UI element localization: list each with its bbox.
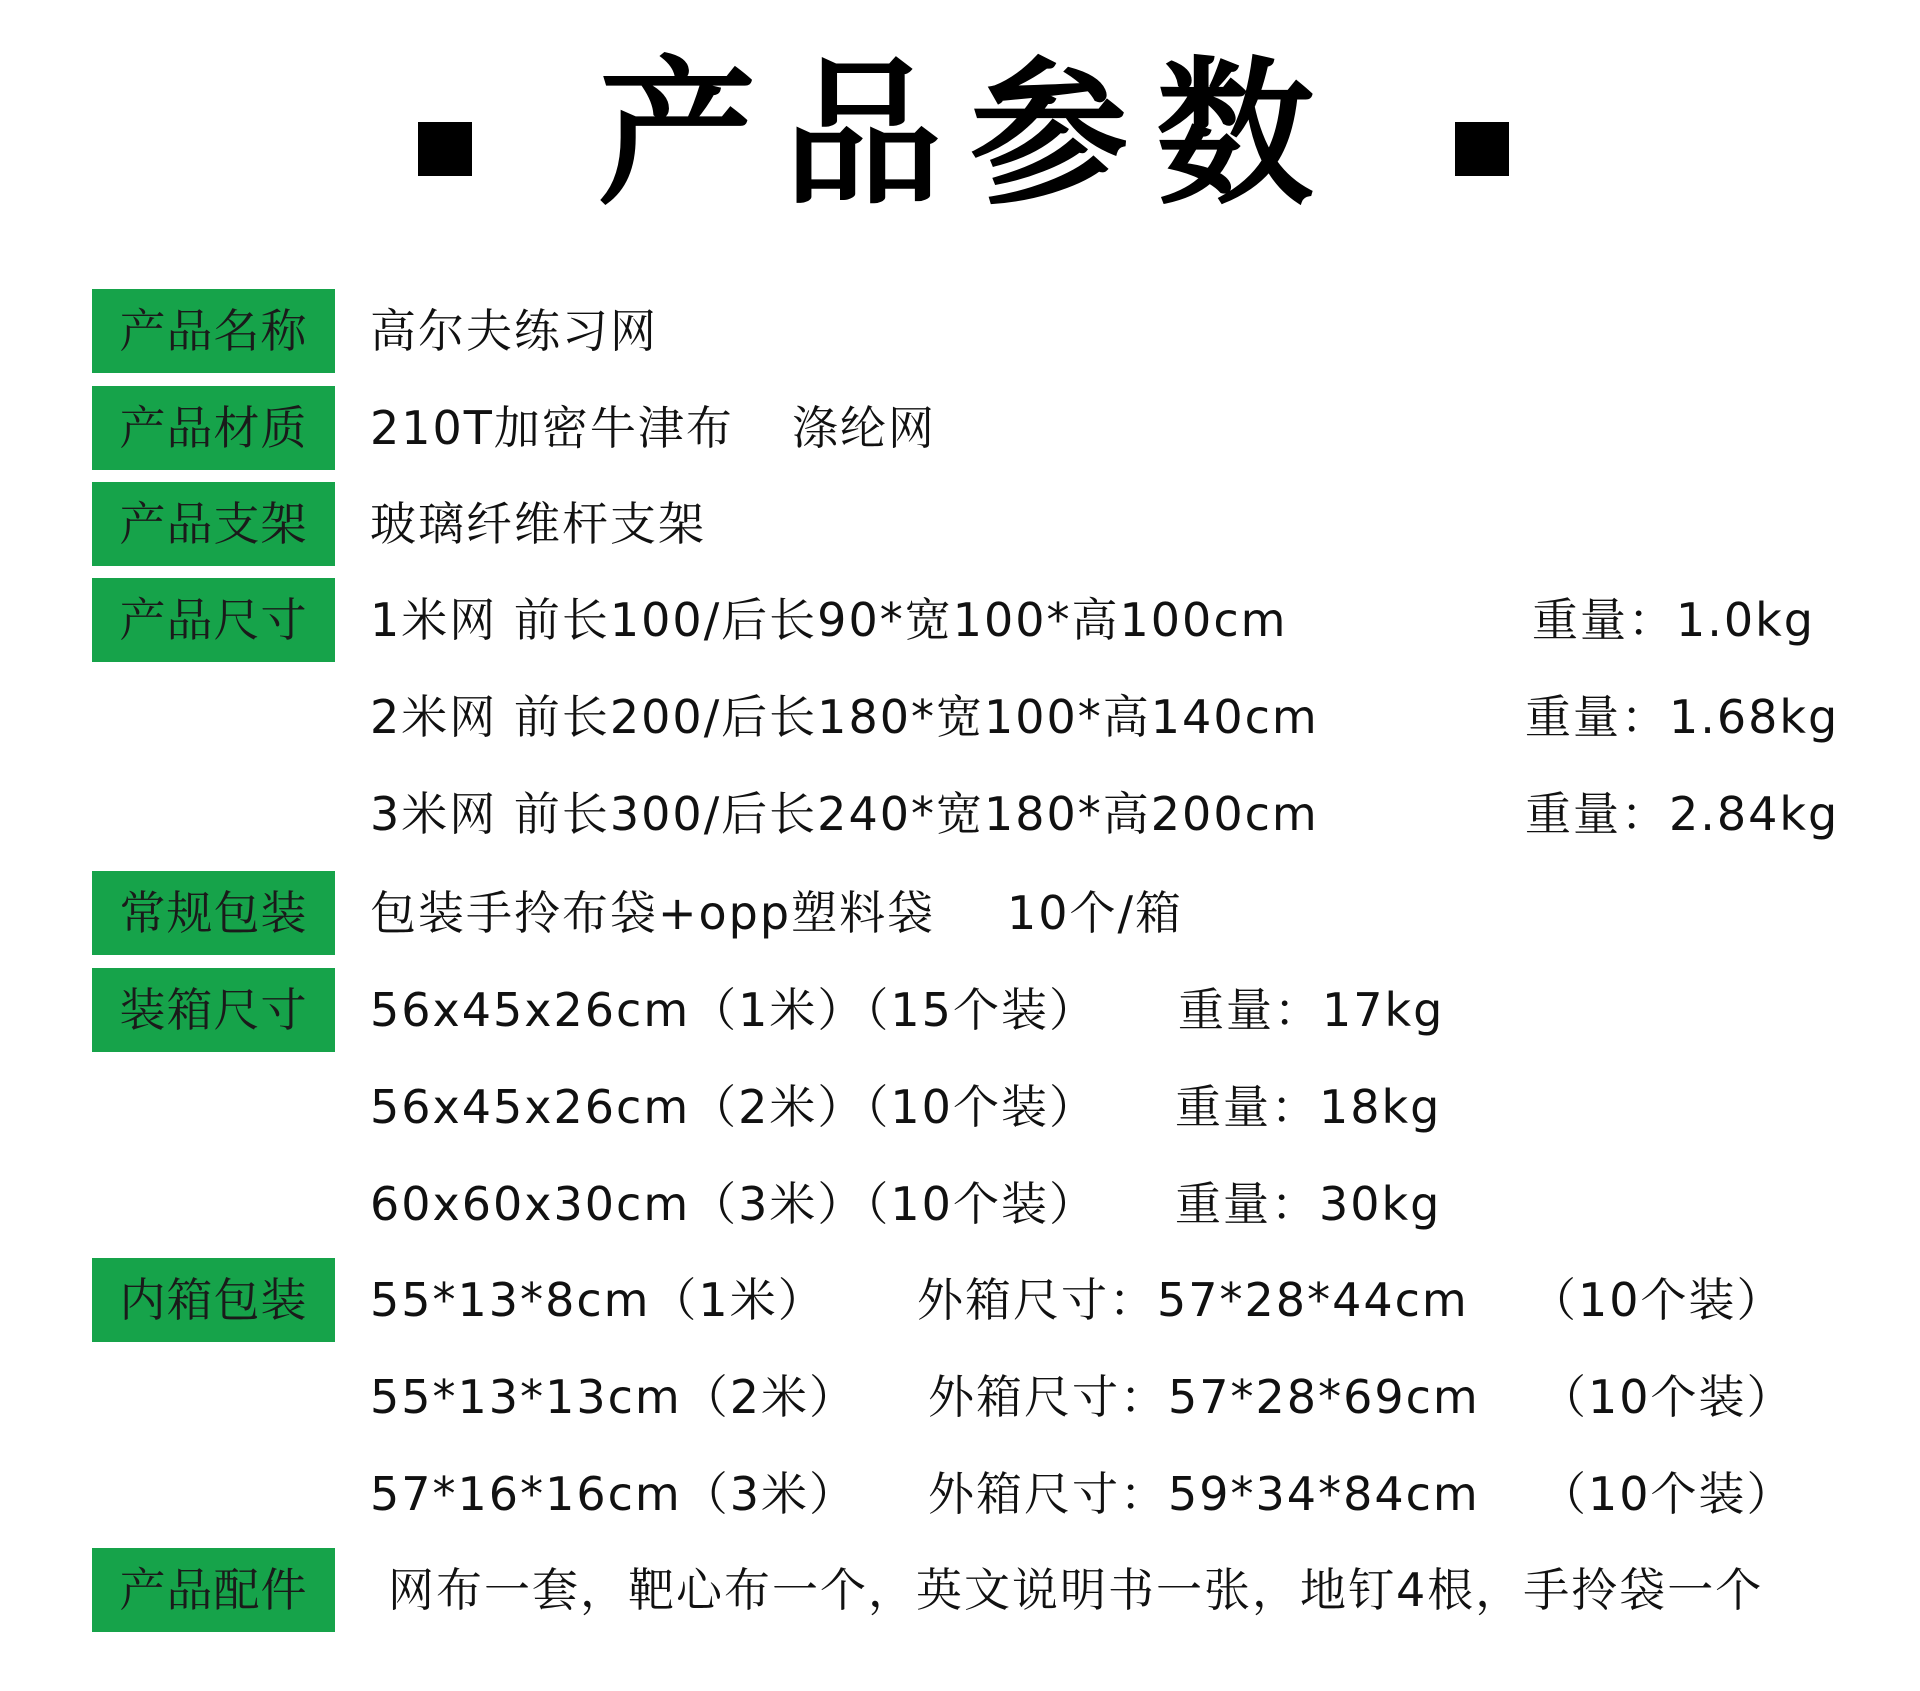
value-accessories: 网布一套，靶心布一个，英文说明书一张，地钉4根，手拎袋一个 xyxy=(388,1563,1764,1617)
inner-qty-2: （10个装） xyxy=(1540,1370,1795,1424)
label-regular-packing: 常规包装 xyxy=(92,871,335,955)
value-product-frame: 玻璃纤维杆支架 xyxy=(370,497,706,551)
size-spec-1: 1米网 前长100/后长90*宽100*高100cm xyxy=(370,593,1288,647)
carton-spec-3: 60x60x30cm（3米）（10个装） xyxy=(370,1177,1097,1231)
value-product-name: 高尔夫练习网 xyxy=(370,304,658,358)
size-weight-3: 重量：2.84kg xyxy=(1525,787,1840,841)
value-regular-packing-b: 10个/箱 xyxy=(1007,886,1184,940)
label-inner-box: 内箱包装 xyxy=(92,1258,335,1342)
carton-weight-3: 重量：30kg xyxy=(1175,1177,1442,1231)
size-spec-2: 2米网 前长200/后长180*宽100*高140cm xyxy=(370,690,1319,744)
label-carton-size: 装箱尺寸 xyxy=(92,968,335,1052)
inner-qty-1: （10个装） xyxy=(1530,1273,1785,1327)
title-bullet-right xyxy=(1455,122,1509,176)
label-product-frame: 产品支架 xyxy=(92,482,335,566)
inner-spec-3: 57*16*16cm（3米） xyxy=(370,1467,857,1521)
carton-weight-2: 重量：18kg xyxy=(1175,1080,1442,1134)
value-product-material-a: 210T加密牛津布 xyxy=(370,401,734,455)
value-regular-packing-a: 包装手拎布袋+opp塑料袋 xyxy=(370,886,936,940)
carton-weight-1: 重量：17kg xyxy=(1178,983,1445,1037)
page-header xyxy=(0,40,1920,227)
inner-outer-1: 外箱尺寸：57*28*44cm xyxy=(917,1273,1469,1327)
size-spec-3: 3米网 前长300/后长240*宽180*高200cm xyxy=(370,787,1319,841)
inner-spec-2: 55*13*13cm（2米） xyxy=(370,1370,857,1424)
title-bullet-left xyxy=(418,122,472,176)
inner-qty-3: （10个装） xyxy=(1540,1467,1795,1521)
inner-outer-2: 外箱尺寸：57*28*69cm xyxy=(928,1370,1480,1424)
label-product-material: 产品材质 xyxy=(92,386,335,470)
inner-spec-1: 55*13*8cm（1米） xyxy=(370,1273,826,1327)
label-product-size: 产品尺寸 xyxy=(92,578,335,662)
page-title: 产品参数 xyxy=(598,43,1342,227)
label-accessories: 产品配件 xyxy=(92,1548,335,1632)
carton-spec-2: 56x45x26cm（2米）（10个装） xyxy=(370,1080,1097,1134)
size-weight-1: 重量：1.0kg xyxy=(1532,593,1815,647)
value-product-material-b: 涤纶网 xyxy=(792,401,936,455)
size-weight-2: 重量：1.68kg xyxy=(1525,690,1840,744)
inner-outer-3: 外箱尺寸：59*34*84cm xyxy=(928,1467,1480,1521)
label-product-name: 产品名称 xyxy=(92,289,335,373)
carton-spec-1: 56x45x26cm（1米）（15个装） xyxy=(370,983,1097,1037)
